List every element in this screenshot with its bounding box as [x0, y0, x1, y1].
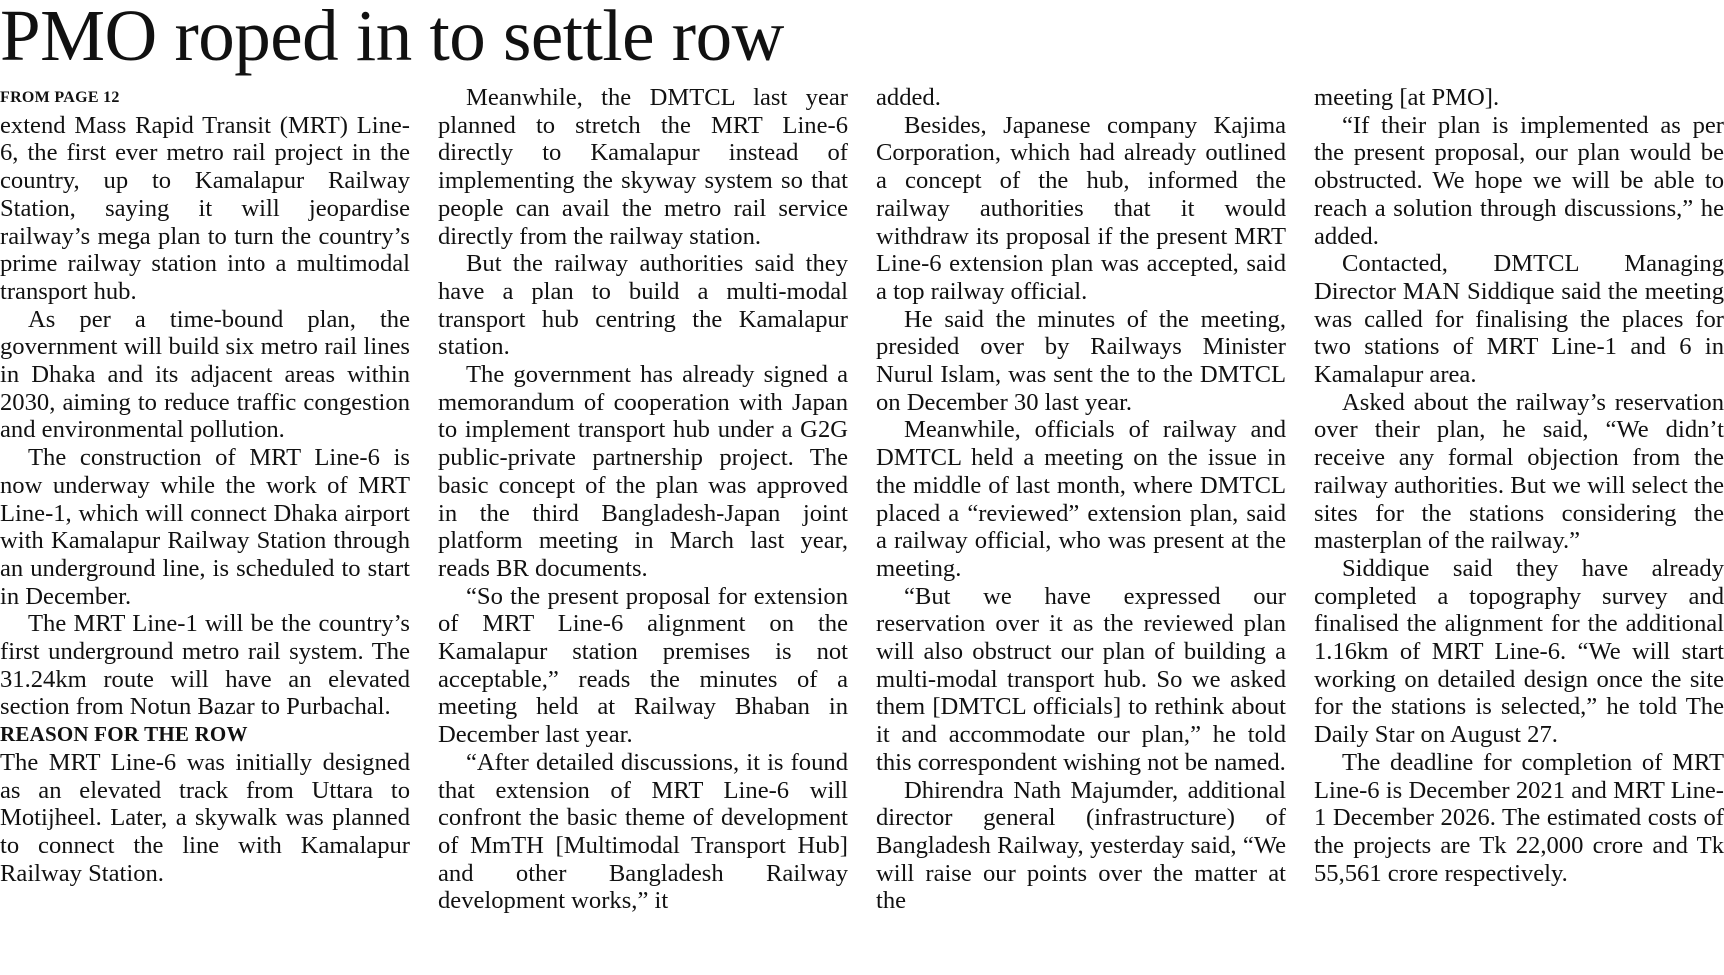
- paragraph: extend Mass Rapid Transit (MRT) Line-6, the first ever metro rail project in the country, up to Kamalapur Railway Station, saying it will jeopardise railway’s mega plan to turn the country’s prime railway station into a multimodal transport hub.: [0, 111, 410, 305]
- paragraph: meeting [at PMO].: [1314, 84, 1500, 111]
- column-2: [438, 84, 848, 915]
- paragraph: added.: [876, 84, 941, 111]
- paragraph: “But we have expressed our reservation over it as the reviewed plan will also obstruct our plan of building a multi-modal transport hub. So we asked them [DMTCL officials] to rethink about it and accommodate our plan,” he told this correspondent wishing not be named.: [876, 582, 1286, 776]
- column-4: [1314, 84, 1724, 887]
- paragraph: Besides, Japanese company Kajima Corporation, which had already outlined a concept of the hub, informed the railway authorities that it would withdraw its proposal if the present MRT Line-6 extension plan was accepted, said a top railway official.: [876, 111, 1286, 305]
- article-body: [0, 84, 1724, 975]
- paragraph: As per a time-bound plan, the government will build six metro rail lines in Dhaka and its adjacent areas within 2030, aiming to reduce traffic congestion and environmental pollution.: [0, 305, 410, 444]
- paragraph: “So the present proposal for extension of MRT Line-6 alignment on the Kamalapur station premises is not acceptable,” reads the minutes of a meeting held at Railway Bhaban in December last year.: [438, 582, 848, 749]
- column-1: [0, 84, 410, 887]
- paragraph: But the railway authorities said they have a plan to build a multi-modal transport hub centring the Kamalapur station.: [438, 250, 848, 361]
- paragraph: The deadline for completion of MRT Line-6 is December 2021 and MRT Line-1 December 2026. The estimated costs of the projects are Tk 22,000 crore and Tk 55,561 crore respectively.: [1314, 748, 1724, 887]
- paragraph: Contacted, DMTCL Managing Director MAN Siddique said the meeting was called for finalising the places for two stations of MRT Line-1 and 6 in Kamalapur area.: [1314, 250, 1724, 389]
- paragraph: Asked about the railway’s reservation over their plan, he said, “We didn’t receive any formal objection from the railway authorities. But we will select the sites for the stations considering the masterplan of the railway.”: [1314, 388, 1724, 555]
- paragraph: The MRT Line-1 will be the country’s first underground metro rail system. The 31.24km route will have an elevated section from Notun Bazar to Purbachal.: [0, 610, 410, 721]
- column-3: [876, 84, 1286, 915]
- section-subhead: REASON FOR THE ROW: [0, 722, 248, 747]
- paragraph: He said the minutes of the meeting, presided over by Railways Minister Nurul Islam, was sent the to the DMTCL on December 30 last year.: [876, 305, 1286, 416]
- headline: PMO roped in to settle row: [0, 0, 784, 76]
- paragraph: Meanwhile, the DMTCL last year planned to stretch the MRT Line-6 directly to Kamalapur instead of implementing the skyway system so that people can avail the metro rail service directly from the railway station.: [438, 84, 848, 250]
- paragraph: The construction of MRT Line-6 is now underway while the work of MRT Line-1, which will connect Dhaka airport with Kamalapur Railway Station through an underground line, is scheduled to start in December.: [0, 444, 410, 610]
- paragraph: “If their plan is implemented as per the present proposal, our plan would be obstructed. We hope we will be able to reach a solution through discussions,” he added.: [1314, 111, 1724, 250]
- paragraph: Meanwhile, officials of railway and DMTCL held a meeting on the issue in the middle of last month, where DMTCL placed a “reviewed” extension plan, said a railway official, who was present at the meeting.: [876, 416, 1286, 582]
- paragraph: Dhirendra Nath Majumder, additional director general (infrastructure) of Bangladesh Railway, yesterday said, “We will raise our points over the matter at the: [876, 776, 1286, 915]
- continuation-label: FROM PAGE 12: [0, 89, 120, 106]
- paragraph: The government has already signed a memorandum of cooperation with Japan to implement transport hub under a G2G public-private partnership project. The basic concept of the plan was approved in the third Bangladesh-Japan joint platform meeting in March last year, reads BR documents.: [438, 361, 848, 582]
- paragraph: The MRT Line-6 was initially designed as an elevated track from Uttara to Motijheel. Later, a skywalk was planned to connect the line with Kamalapur Railway Station.: [0, 748, 410, 887]
- paragraph: “After detailed discussions, it is found that extension of MRT Line-6 will confront the basic theme of development of MmTH [Multimodal Transport Hub] and other Bangladesh Railway development works,” it: [438, 748, 848, 915]
- paragraph: Siddique said they have already completed a topography survey and finalised the alignment for the additional 1.16km of MRT Line-6. “We will start working on detailed design once the site for the stations is selected,” he told The Daily Star on August 27.: [1314, 554, 1724, 749]
